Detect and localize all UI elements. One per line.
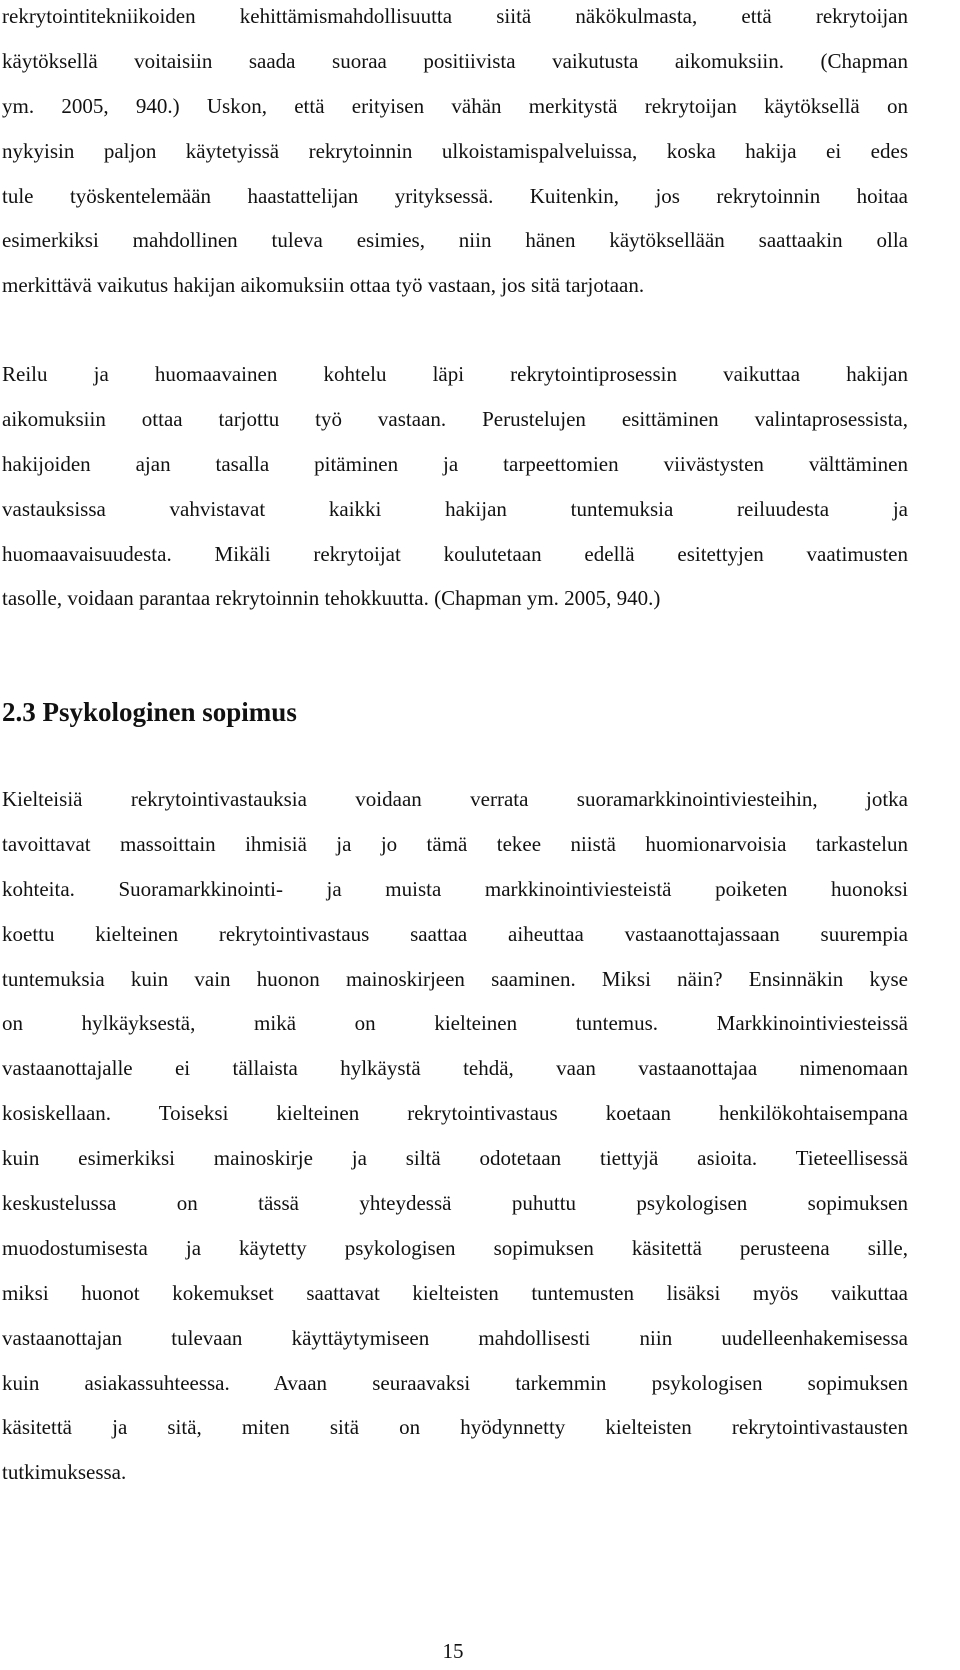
section-heading: 2.3 Psykologinen sopimus xyxy=(2,697,297,727)
text-line: tutkimuksessa. xyxy=(2,1460,127,1485)
text-line: vastauksissa vahvistavat kaikki hakijan tuntemuksia reiluudesta ja xyxy=(2,496,908,521)
text-line: tasolle, voidaan parantaa rekrytoinnin tehokkuutta. (Chapman ym. 2005, 940.) xyxy=(2,586,661,611)
text-line: koettu kielteinen rekrytointivastaus saattaa aiheuttaa vastaanottajassaan suurempia xyxy=(2,921,908,946)
text-line: on hylkäyksestä, mikä on kielteinen tuntemus. Markkinointiviesteissä xyxy=(2,1011,908,1036)
text-line: kuin esimerkiksi mainoskirje ja siltä odotetaan tiettyjä asioita. Tieteellisessä xyxy=(2,1146,908,1171)
text-line: kosiskellaan. Toiseksi kielteinen rekrytointivastaus koetaan henkilökohtaisempana xyxy=(2,1101,908,1126)
text-line: nykyisin paljon käytetyissä rekrytoinnin ulkoistamispalveluissa, koska hakija ei edes xyxy=(2,138,908,163)
text-line: Kielteisiä rekrytointivastauksia voidaan verrata suoramarkkinointiviesteihin, jotka xyxy=(2,787,908,811)
text-line: käytöksellä voitaisiin saada suoraa positiivista vaikutusta aikomuksiin. (Chapman xyxy=(2,48,908,73)
text-line: miksi huonot kokemukset saattavat kielteisten tuntemusten lisäksi myös vaikuttaa xyxy=(2,1280,908,1305)
text-line: vastaanottajan tulevaan käyttäytymiseen mahdollisesti niin uudelleenhakemisessa xyxy=(2,1325,908,1350)
text-line: hakijoiden ajan tasalla pitäminen ja tarpeettomien viivästysten välttäminen xyxy=(2,451,908,476)
text-line: tuntemuksia kuin vain huonon mainoskirjeen saaminen. Miksi näin? Ensinnäkin kyse xyxy=(2,966,908,991)
text-line: ym. 2005, 940.) Uskon, että erityisen vähän merkitystä rekrytoijan käytöksellä on xyxy=(2,93,908,118)
body-paragraph-psychological-contract xyxy=(2,777,908,1495)
text-line: tule työskentelemään haastattelijan yrityksessä. Kuitenkin, jos rekrytoinnin hoitaa xyxy=(2,183,908,208)
text-line: aikomuksiin ottaa tarjottu työ vastaan. Perustelujen esittäminen valintaprosessista, xyxy=(2,406,908,431)
text-line: Reilu ja huomaavainen kohtelu läpi rekrytointiprosessin vaikuttaa hakijan xyxy=(2,362,908,386)
text-line: merkittävä vaikutus hakijan aikomuksiin ottaa työ vastaan, jos sitä tarjotaan. xyxy=(2,273,645,298)
text-line: tavoittavat massoittain ihmisiä ja jo tämä tekee niistä huomionarvoisia tarkastelun xyxy=(2,831,908,856)
text-line: muodostumisesta ja käytetty psykologisen sopimuksen käsitettä perusteena sille, xyxy=(2,1235,908,1260)
text-line: esimerkiksi mahdollinen tuleva esimies, niin hänen käytöksellään saattaakin olla xyxy=(2,228,908,253)
text-line: rekrytointitekniikoiden kehittämismahdollisuutta siitä näkökulmasta, että rekrytoijan xyxy=(2,4,908,28)
body-paragraph-fair-treatment xyxy=(2,352,908,621)
text-line: käsitettä ja sitä, miten sitä on hyödynnetty kielteisten rekrytointivastausten xyxy=(2,1415,908,1440)
page-number: 15 xyxy=(442,1639,464,1663)
text-line: vastaanottajalle ei tällaista hylkäystä tehdä, vaan vastaanottajaa nimenomaan xyxy=(2,1056,908,1081)
body-paragraph-recruiter-behavior xyxy=(2,0,908,308)
text-line: keskustelussa on tässä yhteydessä puhuttu psykologisen sopimuksen xyxy=(2,1191,908,1216)
text-line: huomaavaisuudesta. Mikäli rekrytoijat koulutetaan edellä esitettyjen vaatimusten xyxy=(2,541,908,566)
text-line: kohteita. Suoramarkkinointi- ja muista markkinointiviesteistä poiketen huonoksi xyxy=(2,876,908,901)
text-line: kuin asiakassuhteessa. Avaan seuraavaksi tarkemmin psykologisen sopimuksen xyxy=(2,1370,908,1395)
